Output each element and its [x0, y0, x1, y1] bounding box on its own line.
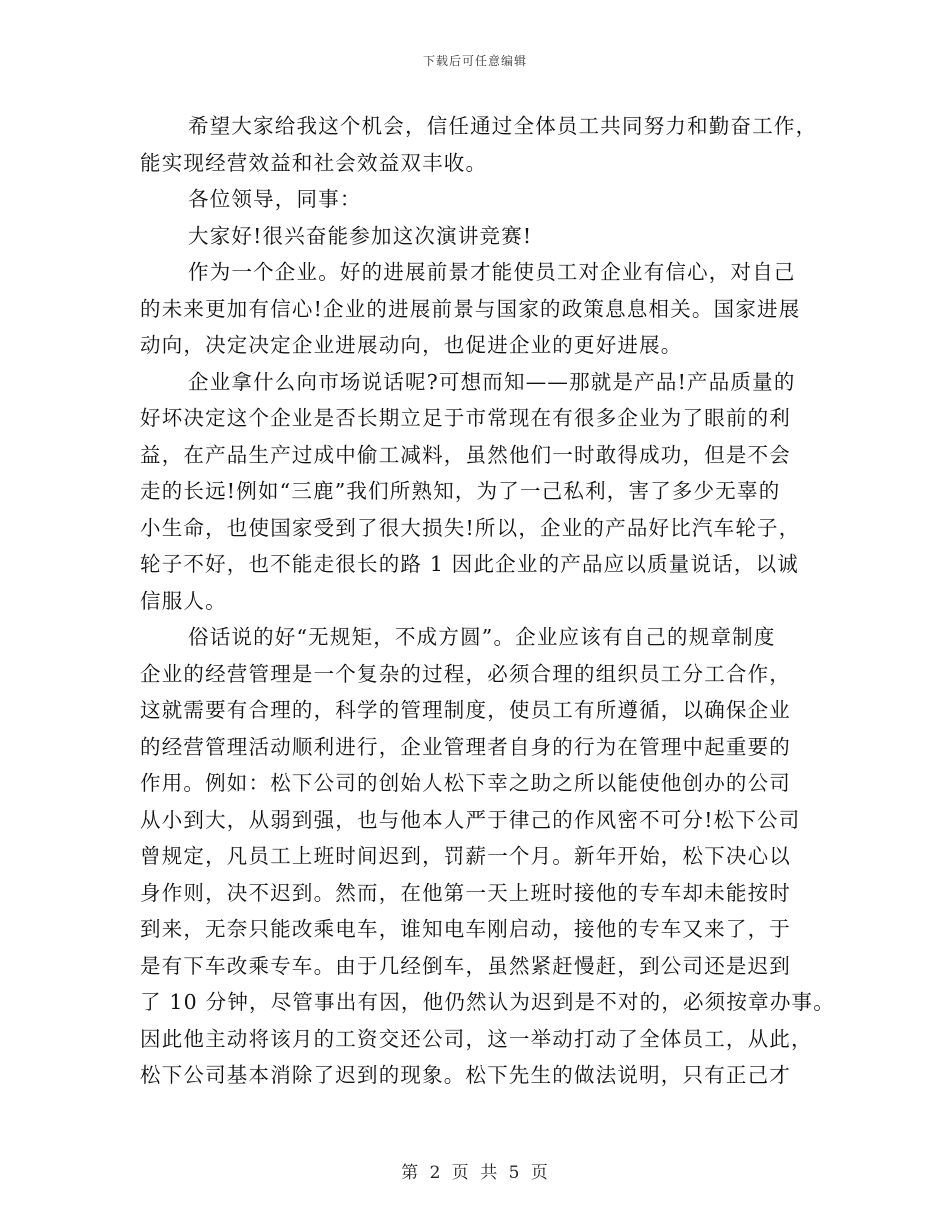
body-line: 走的长远!例如“三鹿”我们所熟知，为了一己私利，害了多少无辜的	[140, 479, 781, 503]
body-line: 小生命，也使国家受到了很大损失!所以，企业的产品好比汽车轮子，	[140, 515, 801, 540]
body-line: 作为一个企业。好的进展前景才能使员工对企业有信心，对自己	[188, 260, 796, 284]
body-line: 企业拿什么向市场说话呢?可想而知——那就是产品!产品质量的	[188, 369, 796, 394]
body-line: 是有下车改乘专车。由于几经倒车，虽然紧赶慢赶，到公司还是迟到	[140, 953, 791, 978]
page-footer: 第 2 页 共 5 页	[401, 1163, 549, 1183]
body-line: 信服人。	[140, 588, 227, 613]
body-line: 轮子不好，也不能走很长的路 1 因此企业的产品应以质量说话，以诚	[140, 552, 799, 576]
body-line: 好坏决定这个企业是否长期立足于市常现在有很多企业为了眼前的利	[140, 406, 791, 430]
body-line: 的未来更加有信心!企业的进展前景与国家的政策息息相关。国家进展	[140, 296, 801, 321]
document-body	[140, 108, 835, 1094]
body-line: 曾规定，凡员工上班时间迟到，罚薪一个月。新年开始，松下决心以	[140, 844, 791, 868]
body-line: 大家好!很兴奋能参加这次演讲竞赛!	[188, 223, 533, 248]
body-line: 这就需要有合理的，科学的管理制度，使员工有所遵循，以确保企业	[140, 698, 791, 722]
body-line: 身作则，决不迟到。然而，在他第一天上班时接他的专车却未能按时	[140, 880, 791, 905]
body-line: 各位领导，同事：	[188, 187, 362, 211]
body-line: 因此他主动将该月的工资交还公司，这一举动打动了全体员工，从此，	[140, 1026, 813, 1051]
body-line: 企业的经营管理是一个复杂的过程，必须合理的组织员工分工合作，	[140, 661, 791, 686]
page-header: 下载后可任意编辑	[422, 54, 527, 68]
body-line: 了 10 分钟，尽管事出有因，他仍然认为迟到是不对的，必须按章办事。	[140, 990, 835, 1014]
body-line: 的经营管理活动顺利进行，企业管理者自身的行为在管理中起重要的	[140, 734, 791, 759]
body-line: 能实现经营效益和社会效益双丰收。	[140, 150, 488, 175]
body-line: 松下公司基本消除了迟到的现象。松下先生的做法说明，只有正己才	[140, 1063, 791, 1087]
body-line: 俗话说的好“无规矩，不成方圆”。企业应该有自己的规章制度	[188, 625, 776, 649]
body-line: 希望大家给我这个机会，信任通过全体员工共同努力和勤奋工作，	[188, 114, 818, 138]
body-line: 从小到大，从弱到强，也与他本人严于律己的作风密不可分!松下公司	[140, 807, 801, 832]
body-line: 动向，决定决定企业进展动向，也促进企业的更好进展。	[140, 333, 683, 357]
body-line: 作用。例如：松下公司的创始人松下幸之助之所以能使他创办的公司	[140, 771, 791, 795]
body-line: 到来，无奈只能改乘电车，谁知电车刚启动，接他的专车又来了，于	[140, 917, 791, 941]
body-line: 益，在产品生产过成中偷工减料，虽然他们一时敢得成功，但是不会	[140, 442, 791, 467]
